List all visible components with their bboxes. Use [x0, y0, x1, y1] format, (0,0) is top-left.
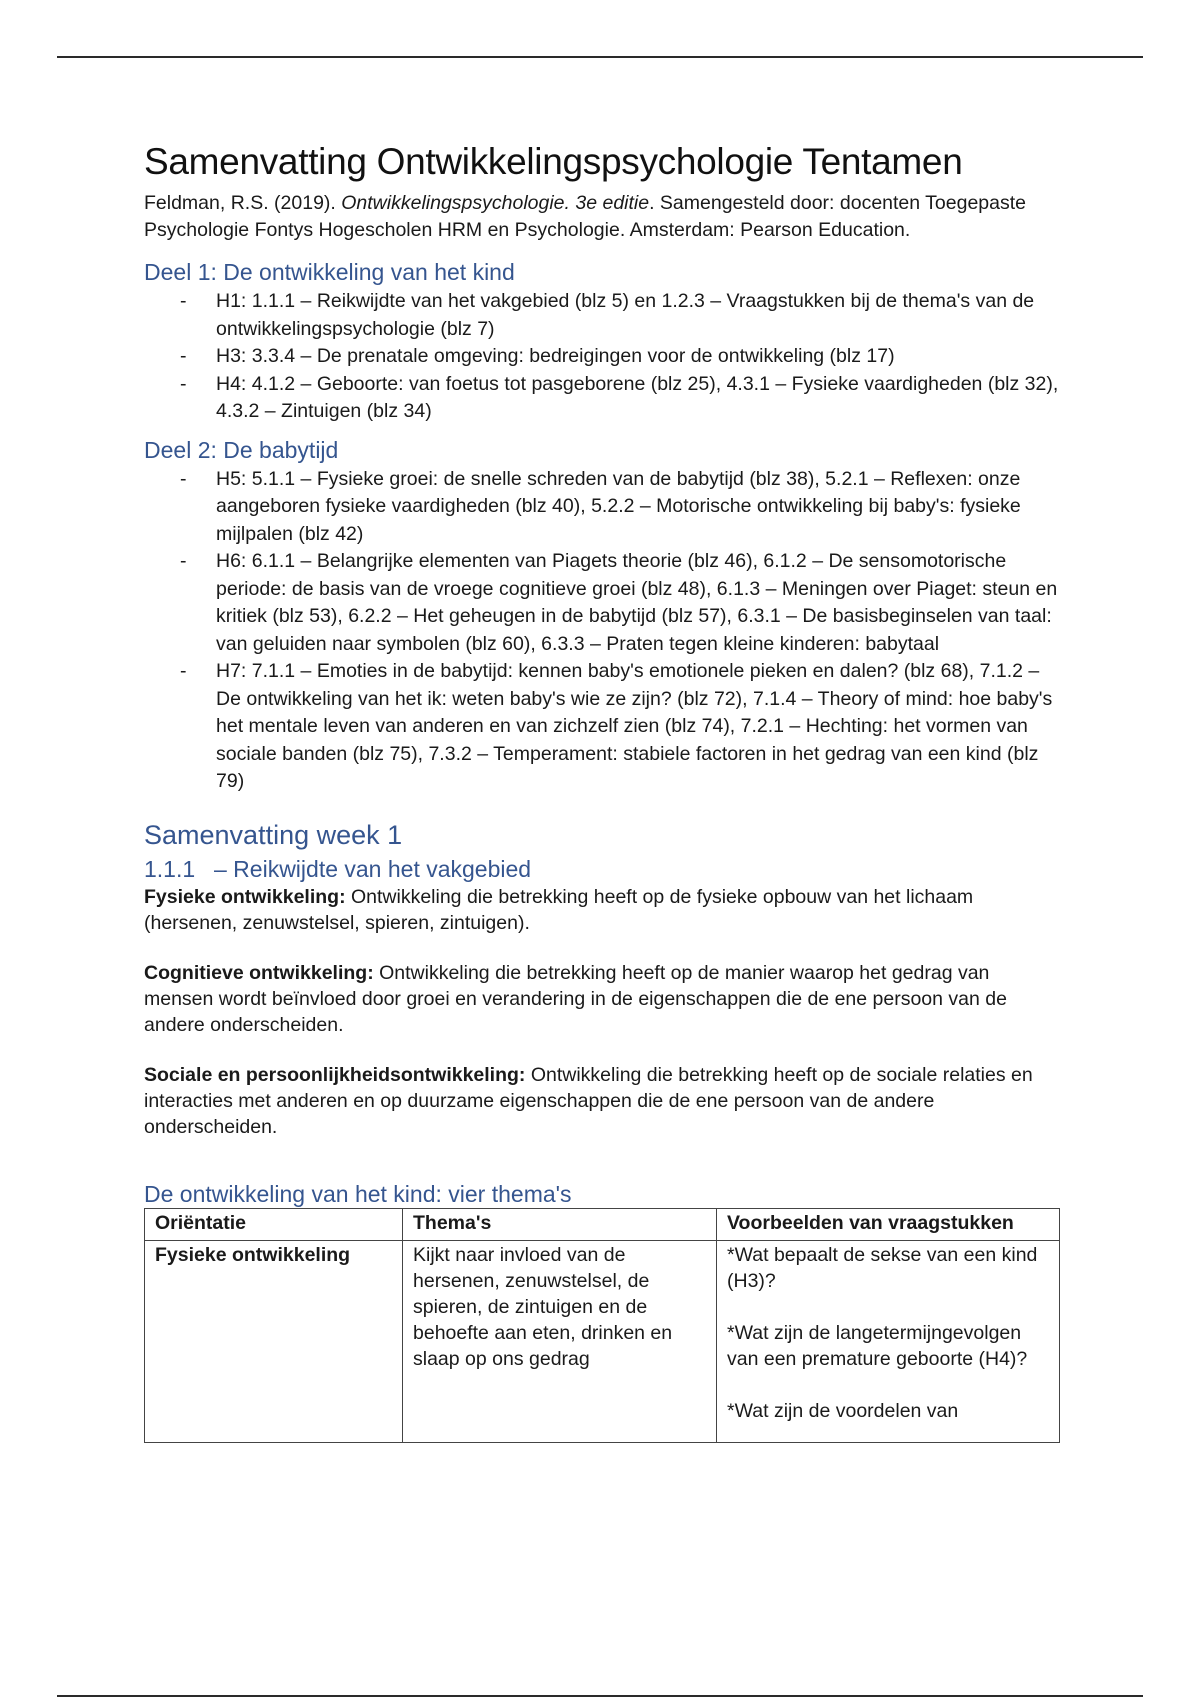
citation-book-title: Ontwikkelingspsychologie. 3e editie: [341, 192, 650, 215]
themes-table: [144, 1208, 1060, 1443]
cell-questions: [717, 1240, 1060, 1442]
citation: [144, 190, 1064, 244]
part-2-heading: Deel 2: De babytijd: [144, 436, 339, 463]
definition-text: Ontwikkeling die betrekking heeft op de fysieke opbouw van het lichaam (hersenen, zenuwstelsel, spieren, zintuigen).: [144, 885, 974, 934]
part-2-list: [144, 466, 1064, 796]
cell-theme-text: Kijkt naar invloed van de hersenen, zenuwstelsel, de spieren, de zintuigen en de behoefte aan eten, drinken en slaap op ons gedrag: [413, 1243, 673, 1370]
question: *Wat zijn de voordelen van: [727, 1399, 959, 1422]
list-item: [144, 288, 1064, 343]
header-rule: [57, 56, 1143, 58]
list-item: [144, 548, 1064, 658]
column-header-questions: Voorbeelden van vraagstukken: [717, 1208, 1060, 1240]
definition: [144, 884, 1064, 936]
table-header-row: [145, 1208, 1060, 1240]
section-number: 1.1.1: [144, 855, 196, 882]
column-header-themes: Thema's: [403, 1208, 717, 1240]
list-marker: -: [180, 290, 187, 313]
list-item-text: H6: 6.1.1 – Belangrijke elementen van Piagets theorie (blz 46), 6.1.2 – De sensomotorische periode: de basis van de vroege cognitieve groei (blz 48), 6.1.3 – Meningen over Piaget: steun en kritiek (blz 53), 6.2.2 – Het geheugen in de babytijd (blz 57), 6.3.1 – De basisbeginselen van taal: van geluiden naar symbolen (blz 60), 6.3.3 – Praten tegen kleine kinderen: babytaal: [216, 550, 1058, 655]
document-body: [144, 140, 1064, 1443]
citation-rest: . Samengesteld door: docenten Toegepaste Psychologie Fontys Hogescholen HRM en Psychologie. Amsterdam: Pearson Education.: [144, 192, 1027, 242]
list-item-text: H1: 1.1.1 – Reikwijdte van het vakgebied (blz 5) en 1.2.3 – Vraagstukken bij de thema's van de ontwikkelingspsychologie (blz 7): [216, 290, 1035, 340]
list-item-text: H3: 3.3.4 – De prenatale omgeving: bedreigingen voor de ontwikkeling (blz 17): [216, 345, 895, 368]
citation-authors: Feldman, R.S. (2019).: [144, 192, 342, 215]
footer-rule: [57, 1695, 1143, 1697]
list-item: [144, 343, 1064, 371]
week-heading: Samenvatting week 1: [144, 819, 403, 850]
list-item-text: H7: 7.1.1 – Emoties in de babytijd: kennen baby's emotionele pieken en dalen? (blz 68), 7.1.2 – De ontwikkeling van het ik: weten baby's wie ze zijn? (blz 72), 7.1.4 – Theory of mind: hoe baby's het mentale leven van anderen en van zichzelf zien (blz 74), 7.2.1 – Hechting: het vormen van sociale banden (blz 75), 7.3.2 – Temperament: stabiele factoren in het gedrag van een kind (blz 79): [216, 660, 1053, 793]
part-1-list: [144, 288, 1064, 426]
section-heading: [144, 854, 1064, 884]
question: *Wat zijn de langetermijngevolgen van een premature geboorte (H4)?: [727, 1321, 1028, 1370]
list-marker: -: [180, 345, 187, 368]
list-item-text: H5: 5.1.1 – Fysieke groei: de snelle schreden van de babytijd (blz 38), 5.2.1 – Reflexen: onze aangeboren fysieke vaardigheden (blz 40), 5.2.2 – Motorische ontwikkeling bij baby's: fysieke mijlpalen (blz 42): [216, 467, 1021, 545]
list-marker: -: [180, 372, 187, 395]
definition: [144, 960, 1064, 1038]
part-1-heading: Deel 1: De ontwikkeling van het kind: [144, 259, 515, 286]
definition-text: Ontwikkeling die betrekking heeft op de manier waarop het gedrag van mensen wordt beïnvloed door groei en verandering in de eigenschappen die de ene persoon van de andere onderscheiden.: [144, 961, 1007, 1036]
definition: [144, 1062, 1064, 1140]
list-item-text: H4: 4.1.2 – Geboorte: van foetus tot pasgeborene (blz 25), 4.3.1 – Fysieke vaardigheden (blz 32), 4.3.2 – Zintuigen (blz 34): [216, 372, 1059, 423]
list-item: [144, 371, 1064, 426]
cell-orientation: Fysieke ontwikkeling: [145, 1240, 403, 1442]
questions-list: [727, 1242, 1049, 1438]
definition-term: Cognitieve ontwikkeling:: [144, 961, 374, 984]
section-title: – Reikwijdte van het vakgebied: [214, 855, 532, 882]
question: *Wat bepaalt de sekse van een kind (H3)?: [727, 1243, 1038, 1292]
table-title: De ontwikkeling van het kind: vier thema's: [144, 1180, 572, 1207]
table-row: [145, 1240, 1060, 1442]
list-marker: -: [180, 467, 187, 490]
definition-term: Sociale en persoonlijkheidsontwikkeling:: [144, 1063, 526, 1086]
definition-text: Ontwikkeling die betrekking heeft op de sociale relaties en interacties met anderen en op duurzame eigenschappen die de ene persoon van de andere onderscheiden.: [144, 1063, 1033, 1138]
cell-theme: [403, 1240, 717, 1442]
definition-term: Fysieke ontwikkeling:: [144, 885, 346, 908]
list-item: [144, 658, 1064, 796]
list-marker: -: [180, 660, 187, 683]
column-header-orientation: Oriëntatie: [145, 1208, 403, 1240]
document-title: Samenvatting Ontwikkelingspsychologie Tentamen: [144, 141, 963, 182]
list-marker: -: [180, 550, 187, 573]
list-item: [144, 466, 1064, 549]
